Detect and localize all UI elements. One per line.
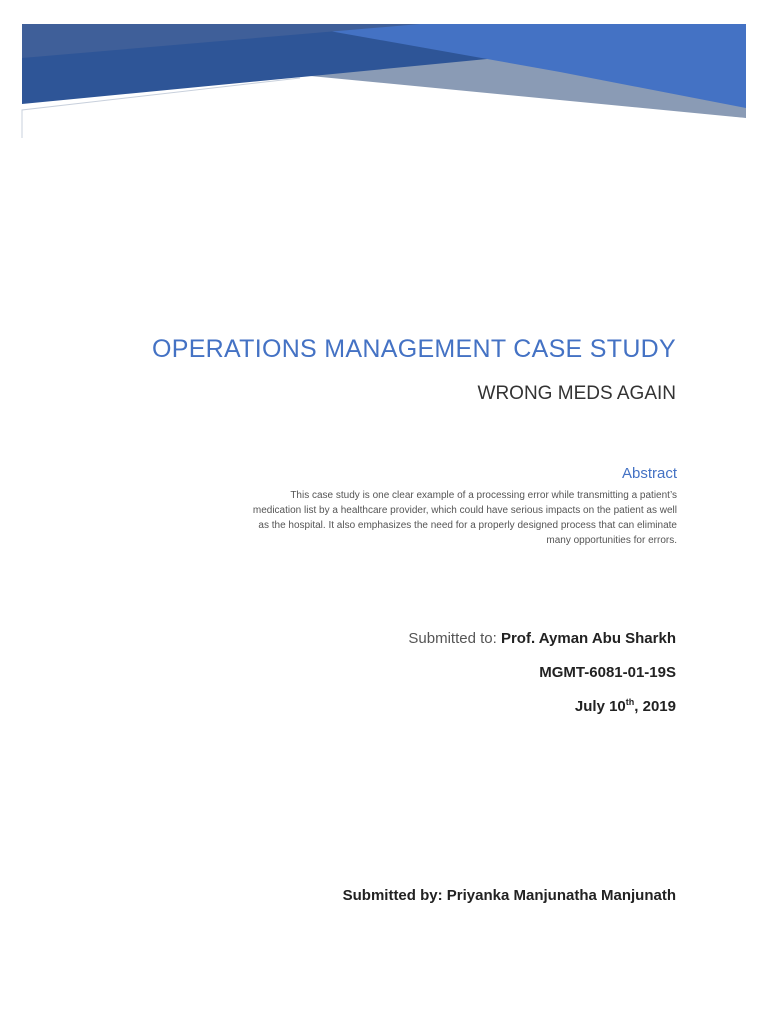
abstract-line: as the hospital. It also emphasizes the need for a properly designed process that can eliminate	[258, 520, 677, 531]
date-year: , 2019	[634, 698, 676, 715]
document-title: OPERATIONS MANAGEMENT CASE STUDY	[151, 335, 676, 363]
abstract-line: This case study is one clear example of a processing error while transmitting a patient’s	[290, 490, 677, 501]
submitted-to-label: Submitted to:	[408, 630, 497, 647]
submitted-to-line	[216, 628, 676, 650]
title-block	[116, 334, 676, 406]
submitted-to-name: Prof. Ayman Abu Sharkh	[500, 630, 676, 647]
abstract-section	[177, 464, 677, 548]
submitted-by-label: Submitted by:	[342, 887, 443, 904]
submission-details	[216, 628, 676, 730]
submitted-by-name: Priyanka Manjunatha Manjunath	[446, 887, 676, 904]
abstract-heading: Abstract	[621, 465, 677, 482]
date-prefix: July 10	[574, 698, 626, 715]
date-suffix: th	[625, 697, 635, 707]
course-code: MGMT-6081-01-19S	[539, 664, 676, 681]
document-subtitle: WRONG MEDS AGAIN	[477, 383, 676, 404]
abstract-line: medication list by a healthcare provider, which could have serious impacts on the patient as well	[252, 505, 677, 516]
submitted-by-line	[216, 886, 676, 906]
header-banner	[0, 0, 768, 160]
abstract-line: many opportunities for errors.	[546, 535, 677, 546]
submission-date	[216, 696, 676, 718]
abstract-text	[177, 488, 677, 548]
